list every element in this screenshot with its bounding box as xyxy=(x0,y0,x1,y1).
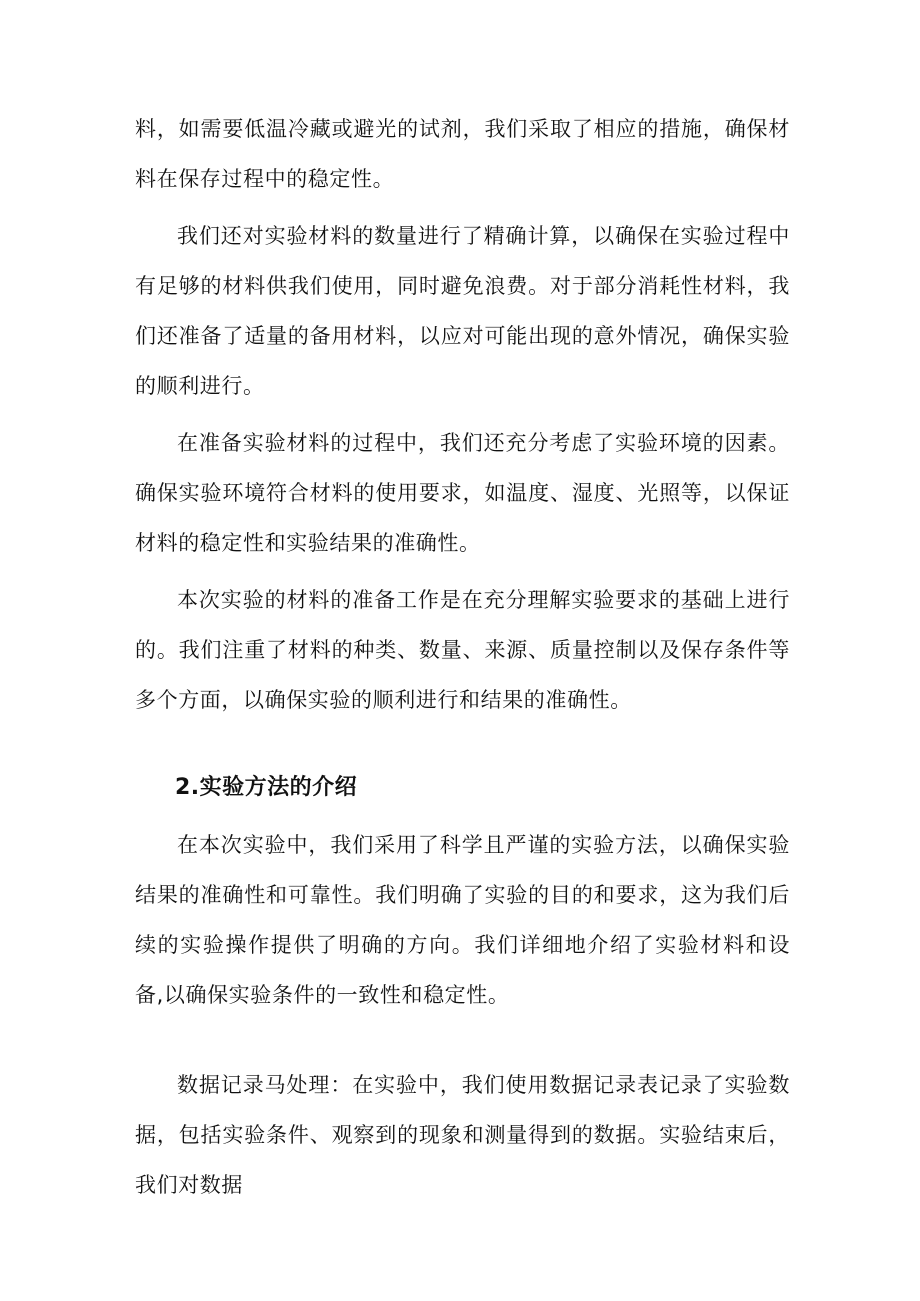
paragraph-gap xyxy=(135,204,790,211)
paragraph-gap xyxy=(135,411,790,418)
paragraph: 数据记录马处理：在实验中，我们使用数据记录表记录了实验数据，包括实验条件、观察到的现象和测量得到的数据。实验结束后，我们对数据 xyxy=(135,1073,790,1197)
paragraph: 在准备实验材料的过程中，我们还充分考虑了实验环境的因素。确保实验环境符合材料的使用要求，如温度、湿度、光照等，以保证材料的稳定性和实验结果的准确性。 xyxy=(135,431,790,555)
section-heading: 2.实验方法的介绍 xyxy=(175,775,358,800)
paragraph: 本次实验的材料的准备工作是在充分理解实验要求的基础上进行的。我们注重了材料的种类、数量、来源、质量控制以及保存条件等多个方面，以确保实验的顺利进行和结果的准确性。 xyxy=(135,588,790,712)
paragraph: 我们还对实验材料的数量进行了精确计算，以确保在实验过程中有足够的材料供我们使用，同时避免浪费。对于部分消耗性材料，我们还准备了适量的备用材料，以应对可能出现的意外情况，确保实验的顺利进行。 xyxy=(135,224,790,398)
document-body xyxy=(135,104,790,1210)
paragraph-gap xyxy=(135,1020,790,1060)
paragraph-gap xyxy=(135,813,790,820)
paragraph: 在本次实验中，我们采用了科学且严谨的实验方法，以确保实验结果的准确性和可靠性。我们明确了实验的目的和要求，这为我们后续的实验操作提供了明确的方向。我们详细地介绍了实验材料和设备,以确保实验条件的一致性和稳定性。 xyxy=(135,833,790,1007)
paragraph-gap xyxy=(135,568,790,575)
section-gap xyxy=(135,725,790,763)
paragraph: 料，如需要低温冷藏或避光的试剂，我们采取了相应的措施，确保材料在保存过程中的稳定性。 xyxy=(135,117,790,191)
